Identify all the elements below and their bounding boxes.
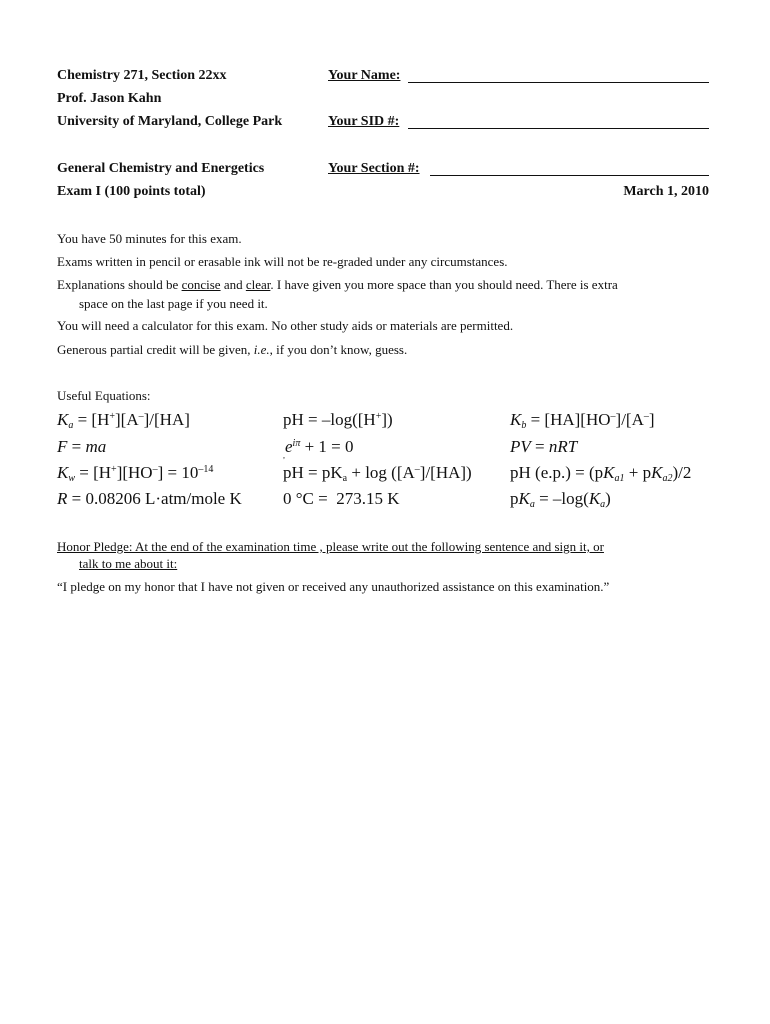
university-name: University of Maryland, College Park <box>57 114 283 129</box>
section-label: Your Section #: <box>328 161 420 176</box>
instruction-calculator: You will need a calculator for this exam. No other study aids or materials are permitted. <box>57 318 514 333</box>
equation-gas-law: PV = nRT <box>510 437 578 456</box>
exam-title: Exam I (100 points total) <box>57 184 206 199</box>
ie-abbrev: i.e. <box>253 342 270 357</box>
exam-date: March 1, 2010 <box>623 184 709 199</box>
sid-field-line[interactable] <box>408 128 709 129</box>
equations-heading: Useful Equations: <box>57 388 151 403</box>
equation-ph-ep: pH $(e.p.) = (pK_{a1} + pK_{a2})/2$ <box>510 463 692 484</box>
equation-r-constant: R = 0.08206 L·atm/mole K <box>57 489 242 508</box>
course-title: General Chemistry and Energetics <box>57 161 265 176</box>
instruction-explanations-part1: Explanations should be <box>57 277 182 292</box>
equation-ka: $K_a = [H^+][A^-]/[HA]$ <box>57 410 190 431</box>
sid-label: Your SID #: <box>328 114 400 129</box>
honor-pledge-instruction: Honor Pledge: At the end of the examination time , please write out the following sentence and sign it, or <box>57 539 604 554</box>
instruction-explanations <box>57 277 618 293</box>
professor-name: Prof. Jason Kahn <box>57 91 162 106</box>
partial-credit-part1: Generous partial credit will be given, <box>57 342 254 357</box>
equation-euler: $_,e^{i\pi} + 1 = 0$ <box>283 437 354 460</box>
equation-kb: $K_b = [HA][HO^-]/[A^-]$ <box>510 410 655 431</box>
name-label: Your Name: <box>328 68 401 83</box>
equation-henderson: pH = $pK_a + \log ([A^-]/[HA])$ <box>283 463 472 484</box>
instruction-ink: Exams written in pencil or erasable ink will not be re-graded under any circumstances. <box>57 254 508 269</box>
course-name: Chemistry 271, Section 22xx <box>57 68 227 83</box>
concise-word: concise <box>181 277 221 292</box>
honor-pledge-instruction-cont: talk to me about it: <box>79 556 178 571</box>
instruction-time: You have 50 minutes for this exam. <box>57 231 242 246</box>
partial-credit-part2: , if you don’t know, guess. <box>269 342 408 357</box>
name-field-line[interactable] <box>408 82 709 83</box>
honor-pledge-text: “I pledge on my honor that I have not given or received any unauthorized assistance on this examination.” <box>57 579 610 594</box>
equation-newton: F = ma <box>57 437 107 456</box>
instruction-extra-space: space on the last page if you need it. <box>79 296 268 311</box>
section-field-line[interactable] <box>430 175 709 176</box>
and-word: and <box>220 277 246 292</box>
clear-word: clear <box>245 277 271 292</box>
equation-ph: pH = –log([H+]) <box>283 410 393 429</box>
equation-pka: $pK_a = -\log(K_a)$ <box>510 489 611 510</box>
equation-kelvin: 0 °C = 273.15 K <box>283 489 400 508</box>
instruction-partial-credit <box>57 342 407 358</box>
equation-kw: $K_w = [H^+][HO^-] = 10^{-14}$ <box>57 463 214 484</box>
instruction-explanations-part2: . I have given you more space than you should need. There is extra <box>270 277 618 292</box>
